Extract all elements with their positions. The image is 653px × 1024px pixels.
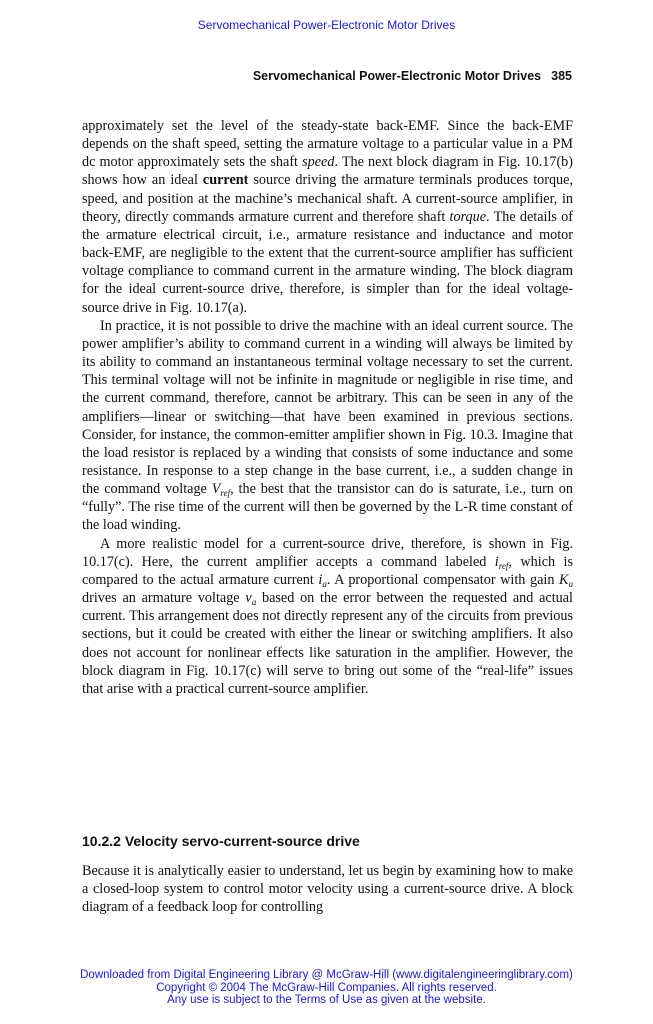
p1-bold-current: current [202, 172, 249, 189]
body-text-section [82, 862, 573, 916]
p2-symbol-vref-sub: ref [220, 488, 231, 499]
p1-text-e: source driving the armature terminals produces torque, speed, and position at the machine’s mechanical shaft. A current-source amplifier, in theory, directly commands armature current and therefore shaft [82, 172, 573, 225]
footer [0, 969, 653, 1007]
p3-text-e: based on the error between the requested and actual current. This arrangement does not directly represent any of the circuits from previous sections, but it could be created with either the linear or switching amplifiers. It also does not account for nonlinear effects like saturation in the amplifier. However, the block diagram in Fig. 10.17(c) will serve to bring out some of the “real-life” issues that arise with a practical current-source amplifier. [82, 590, 573, 697]
footer-copyright-line: Copyright © 2004 The McGraw-Hill Companies. All rights reserved. [156, 981, 497, 994]
paragraph-2 [82, 317, 573, 535]
p3-text-b: , which is compared to the actual armature current [82, 553, 573, 588]
footer-download-line[interactable]: Downloaded from Digital Engineering Library @ McGraw-Hill (www.digitalengineeringlibrary.com) [80, 969, 573, 981]
body-text [82, 117, 573, 698]
p3-symbol-va-sub: a [251, 597, 257, 608]
p3-symbol-ia: i [318, 571, 323, 588]
paragraph-3 [82, 535, 573, 698]
p1-emph-torque: torque [449, 208, 487, 225]
p2-symbol-v: V [211, 481, 221, 498]
p3-symbol-ia-sub: a [322, 578, 327, 589]
running-head [82, 69, 572, 83]
p1-text-a: approximately set the level of the steady-state back-EMF. Since the back-EMF depends on the shaft speed, setting the armature voltage to a particular value in a PM dc motor approximately sets the shaft [82, 118, 573, 171]
p3-symbol-k-sub: a [568, 578, 573, 589]
section-heading: 10.2.2 Velocity servo-current-source drive [82, 833, 360, 849]
p1-emph-speed: speed [302, 154, 335, 171]
running-title: Servomechanical Power-Electronic Motor Drives [252, 69, 542, 83]
p3-symbol-iref-sub: ref [498, 560, 509, 571]
paragraph-1 [82, 117, 573, 317]
p3-text-c: . A proportional compensator with gain [326, 571, 560, 588]
p2-text-a: In practice, it is not possible to drive the machine with an ideal current source. The power amplifier’s ability to command current in a winding will always be limited by its ability to command an instantaneous terminal voltage necessary to set the current. This terminal voltage will not be infinite in magnitude or negligible in rise time, and the current command, therefore, cannot be arbitrary. This can be seen in any of the amplifiers—linear or switching—that have been examined in previous sections. Consider, for instance, the common-emitter amplifier shown in Fig. 10.3. Imagine that the load resistor is replaced by a winding that consists of some inductance and some resistance. In response to a step change in the base current, i.e., a sudden change in the command voltage [82, 317, 573, 498]
p3-symbol-i: i [494, 553, 499, 570]
p3-symbol-va: v [245, 590, 252, 607]
p1-text-c: . The next block diagram in Fig. 10.17(b) shows how an ideal [82, 154, 573, 189]
paragraph-4: Because it is analytically easier to understand, let us begin by examining how to make a closed-loop system to control motor velocity using a current-source drive. A block diagram of a feedback loop for controlling [82, 863, 573, 916]
page-number: 385 [551, 69, 572, 83]
p2-text-b: , the best that the transistor can do is saturate, i.e., turn on “fully”. The rise time of the current will then be governed by the L-R time constant of the load winding. [82, 481, 573, 534]
top-banner-title: Servomechanical Power-Electronic Motor Drives [197, 18, 456, 32]
p3-symbol-k: K [559, 571, 569, 588]
footer-terms-line[interactable]: Any use is subject to the Terms of Use as given at the website. [167, 994, 486, 1006]
p3-text-d: drives an armature voltage [82, 590, 246, 607]
p1-text-g: . The details of the armature electrical circuit, i.e., armature resistance and inductance and motor back-EMF, are negligible to the extent that the current-source amplifier has sufficient voltage compliance to command current in the armature winding. The block diagram for the ideal current-source drive, therefore, is simpler than for the ideal voltage-source drive in Fig. 10.17(a). [82, 208, 574, 316]
p3-text-a: A more realistic model for a current-source drive, therefore, is shown in Fig. 10.17(c). Here, the current amplifier accepts a command labeled [82, 535, 573, 570]
